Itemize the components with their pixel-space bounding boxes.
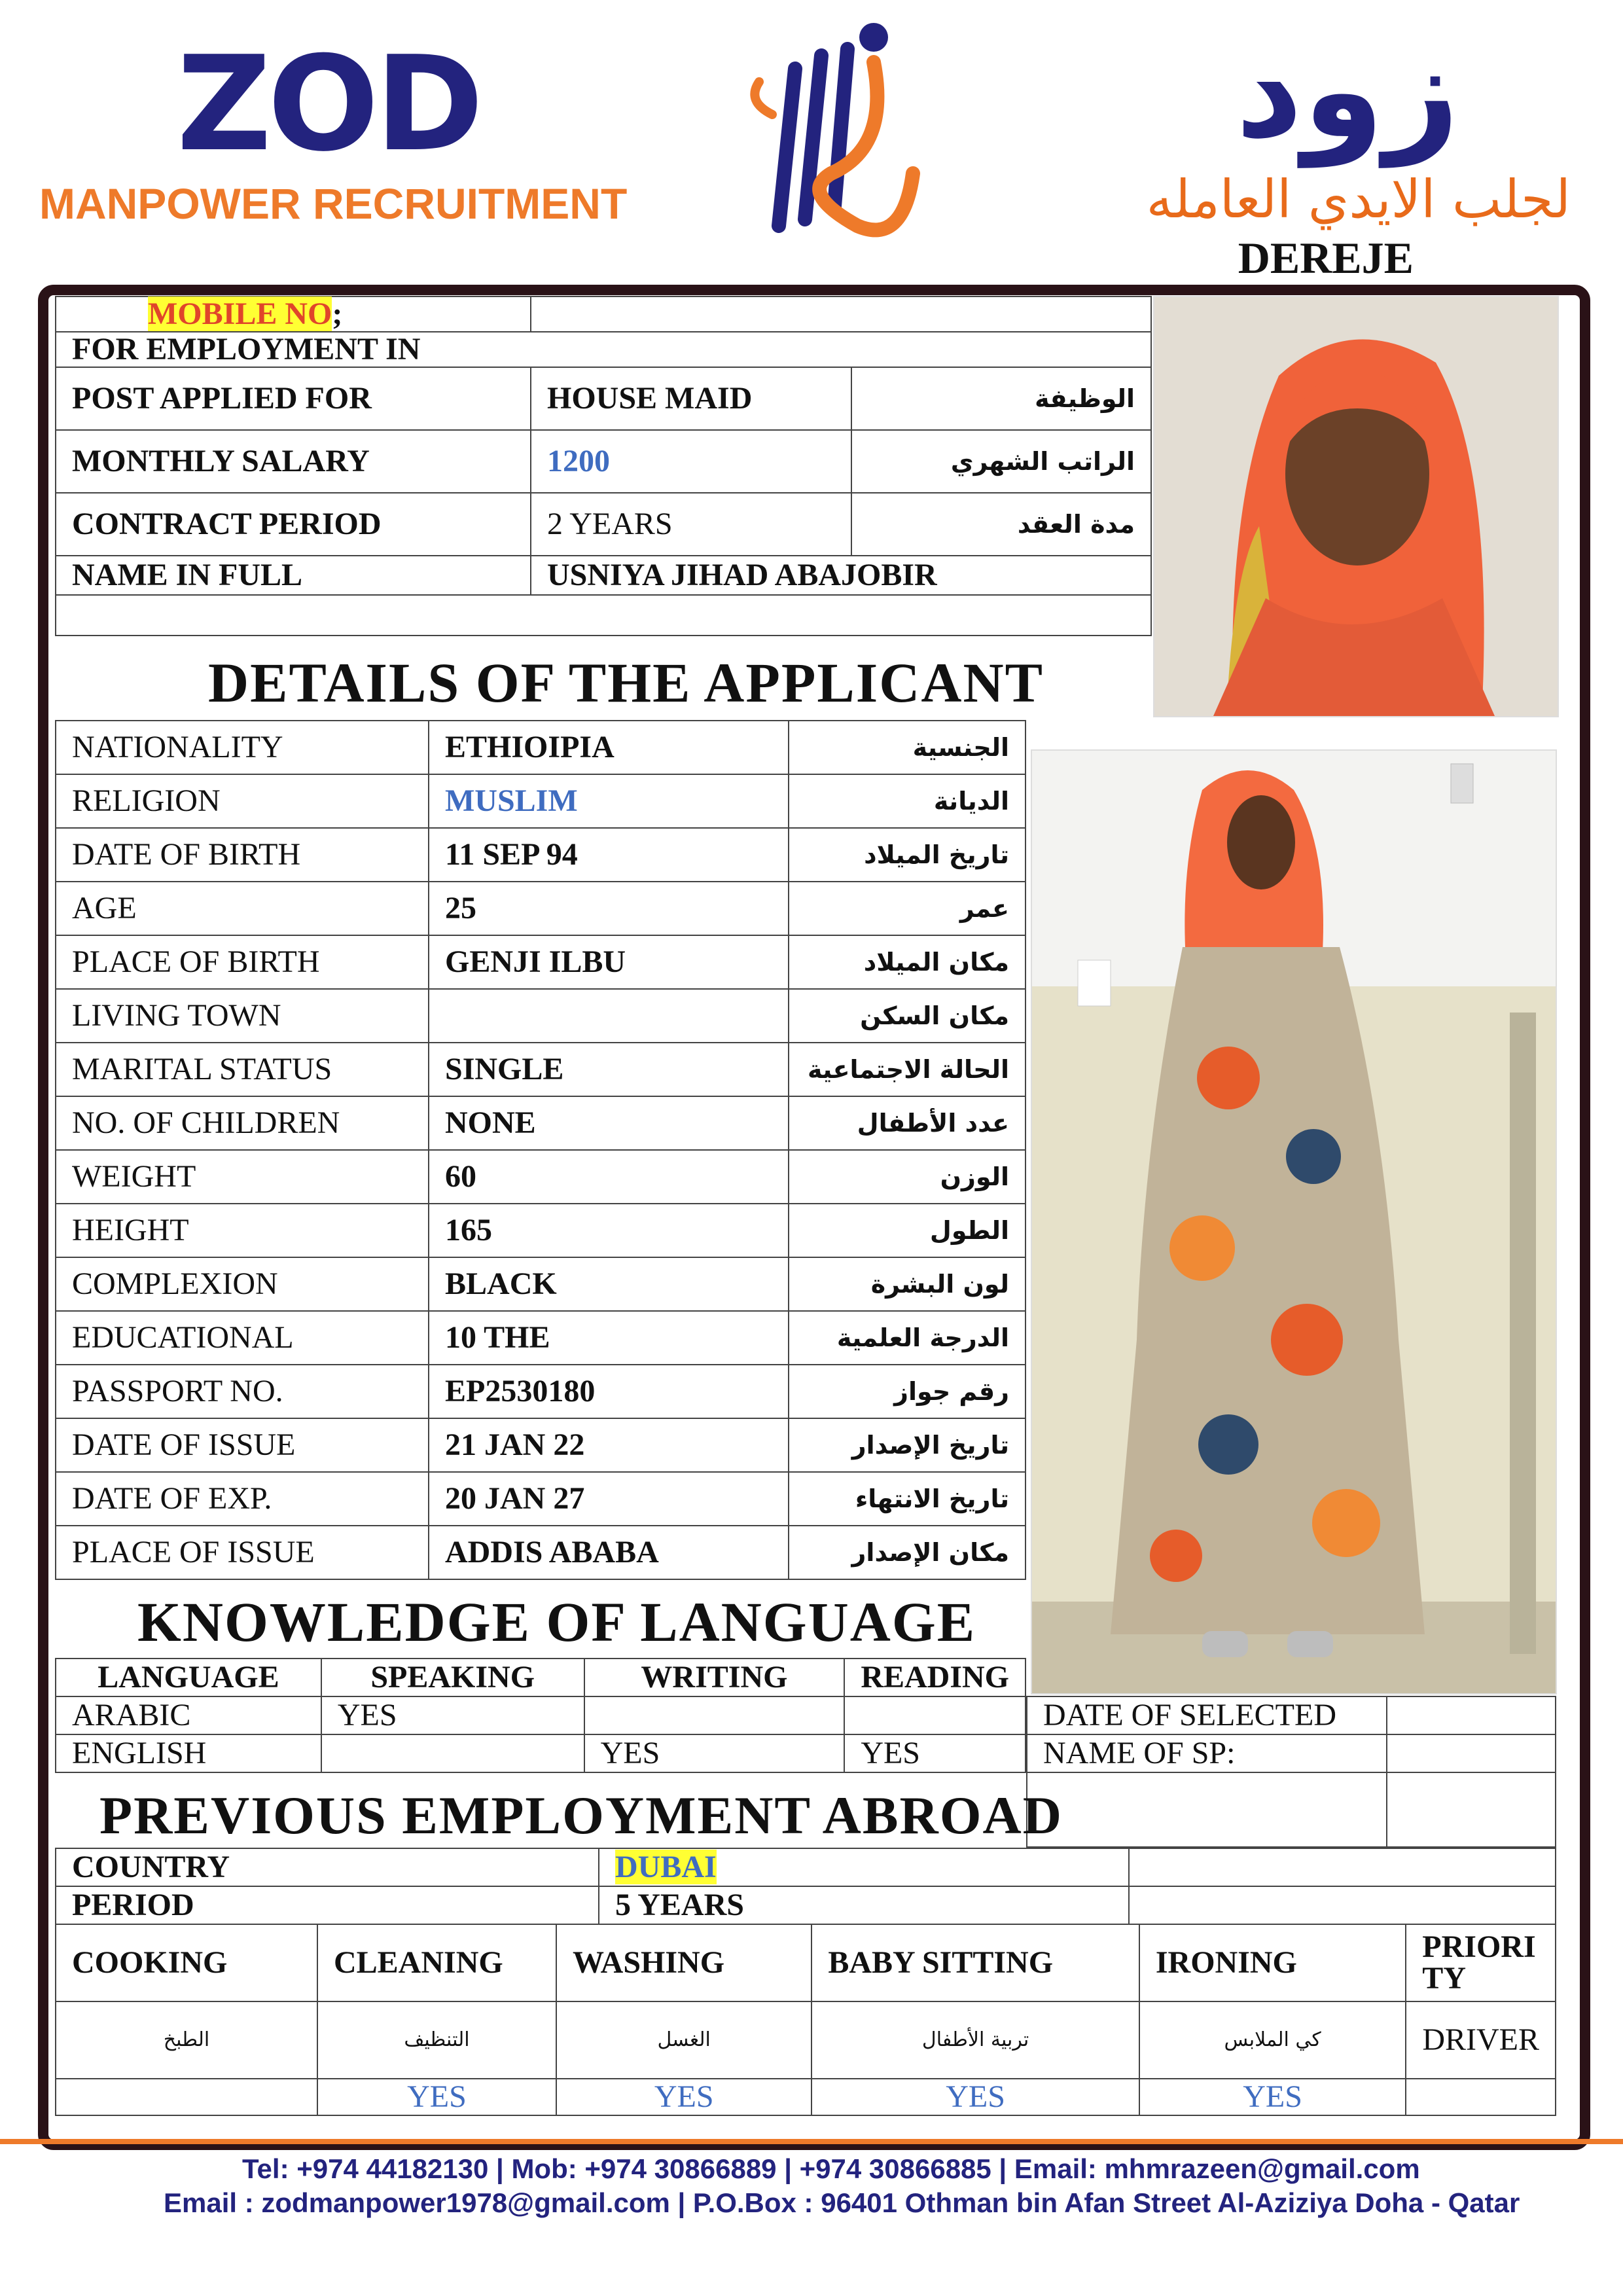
selection-table (1026, 1696, 1556, 1848)
skill-value-baby-sitting: YES (812, 2079, 1139, 2115)
speaking-header: SPEAKING (321, 1659, 584, 1696)
details-row (56, 1096, 1026, 1150)
name-value: USNIYA JIHAD ABAJOBIR (531, 556, 1151, 595)
applicant-full-photo (1031, 749, 1557, 1695)
brand-subtitle-arabic: لجلب الايدي العامله (1146, 169, 1571, 230)
writing-header: WRITING (584, 1659, 845, 1696)
detail-arabic-label: الحالة الاجتماعية (789, 1043, 1026, 1096)
skill-header-cooking: COOKING (56, 1924, 317, 2001)
details-row (56, 1257, 1026, 1311)
detail-arabic-label: الدرجة العلمية (789, 1311, 1026, 1365)
contract-arabic: مدة العقد (851, 493, 1151, 556)
language-table (55, 1658, 1026, 1773)
detail-arabic-label: مكان الميلاد (789, 935, 1026, 989)
detail-label: PASSPORT NO. (56, 1365, 429, 1418)
detail-arabic-label: مكان الإصدار (789, 1526, 1026, 1579)
details-row (56, 1043, 1026, 1096)
footer-contact-line-1: Tel: +974 44182130 | Mob: +974 30866889 | +974 30866885 | Email: mhmrazeen@gmail.com (242, 2153, 1420, 2184)
previous-employment-table (55, 1848, 1556, 1925)
detail-value: BLACK (429, 1257, 789, 1311)
details-row (56, 1311, 1026, 1365)
details-row (56, 1150, 1026, 1204)
brand-logo-text: ZOD (177, 28, 480, 181)
mobile-value (531, 296, 1151, 332)
detail-value: ADDIS ABABA (429, 1526, 789, 1579)
detail-value (429, 989, 789, 1043)
details-row (56, 1204, 1026, 1257)
contract-label: CONTRACT PERIOD (56, 493, 531, 556)
detail-arabic-label: الديانة (789, 774, 1026, 828)
detail-arabic-label: مكان السكن (789, 989, 1026, 1043)
mobile-cell (56, 296, 531, 332)
footer-divider (0, 2139, 1623, 2144)
detail-label: DATE OF ISSUE (56, 1418, 429, 1472)
date-selected-value (1387, 1696, 1556, 1734)
detail-arabic-label: الوزن (789, 1150, 1026, 1204)
writing-value (584, 1696, 845, 1734)
detail-value: 11 SEP 94 (429, 828, 789, 882)
skill-header-baby-sitting: BABY SITTING (812, 1924, 1139, 2001)
detail-label: EDUCATIONAL (56, 1311, 429, 1365)
brand-logo-arabic: زود (1235, 15, 1459, 168)
priority-value: DRIVER (1406, 2001, 1556, 2079)
writing-value: YES (584, 1734, 845, 1772)
detail-value: 10 THE (429, 1311, 789, 1365)
salary-arabic: الراتب الشهري (851, 430, 1151, 493)
detail-label: NATIONALITY (56, 721, 429, 774)
applicant-portrait-photo (1153, 296, 1559, 717)
language-name: ARABIC (56, 1696, 321, 1734)
detail-label: AGE (56, 882, 429, 935)
blank-row (56, 595, 1151, 636)
detail-label: PLACE OF ISSUE (56, 1526, 429, 1579)
skill-header-washing: WASHING (556, 1924, 812, 2001)
details-title: DETAILS OF THE APPLICANT (208, 651, 1044, 714)
reading-header: READING (844, 1659, 1026, 1696)
details-table (55, 720, 1026, 1580)
detail-arabic-label: تاريخ الإصدار (789, 1418, 1026, 1472)
detail-value: 25 (429, 882, 789, 935)
brand-subtitle: MANPOWER RECRUITMENT (39, 179, 628, 228)
skill-value-priority (1406, 2079, 1556, 2115)
details-row (56, 1472, 1026, 1526)
sp-name-label: NAME OF SP: (1027, 1734, 1387, 1772)
detail-label: LIVING TOWN (56, 989, 429, 1043)
mobile-suffix: ; (332, 296, 343, 331)
detail-arabic-label: رقم جواز (789, 1365, 1026, 1418)
period-label: PERIOD (56, 1886, 599, 1924)
skill-arabic-cooking: الطبخ (56, 2001, 317, 2079)
period-value: 5 YEARS (599, 1886, 1129, 1924)
agent-name: DEREJE (1238, 233, 1414, 283)
previous-employment-title: PREVIOUS EMPLOYMENT ABROAD (99, 1785, 1063, 1845)
detail-label: RELIGION (56, 774, 429, 828)
detail-value: MUSLIM (429, 774, 789, 828)
skill-header-cleaning: CLEANING (317, 1924, 556, 2001)
detail-label: WEIGHT (56, 1150, 429, 1204)
detail-value: GENJI ILBU (429, 935, 789, 989)
detail-label: DATE OF BIRTH (56, 828, 429, 882)
skill-value-cooking (56, 2079, 317, 2115)
country-value: DUBAI (615, 1850, 717, 1884)
detail-value: NONE (429, 1096, 789, 1150)
sp-name-value (1387, 1734, 1556, 1772)
name-label: NAME IN FULL (56, 556, 531, 595)
skills-table (55, 1924, 1556, 2116)
contract-value: 2 YEARS (531, 493, 851, 556)
footer-contact-line-2: Email : zodmanpower1978@gmail.com | P.O.Box : 96401 Othman bin Afan Street Al-Aziziya Doha - Qatar (164, 2187, 1520, 2218)
employment-table (55, 296, 1152, 636)
speaking-value (321, 1734, 584, 1772)
post-label: POST APPLIED FOR (56, 367, 531, 430)
blank-cell (1387, 1772, 1556, 1847)
date-selected-label: DATE OF SELECTED (1027, 1696, 1387, 1734)
skill-arabic-ironing: كي الملابس (1139, 2001, 1406, 2079)
detail-arabic-label: الجنسية (789, 721, 1026, 774)
salary-value: 1200 (531, 430, 851, 493)
details-row (56, 935, 1026, 989)
skill-header-ironing: IRONING (1139, 1924, 1406, 2001)
detail-arabic-label: عدد الأطفال (789, 1096, 1026, 1150)
details-row (56, 989, 1026, 1043)
mobile-label: MOBILE NO (148, 296, 332, 331)
speaking-value: YES (321, 1696, 584, 1734)
reading-value: YES (844, 1734, 1026, 1772)
blank-cell (1129, 1886, 1556, 1924)
blank-cell (1129, 1848, 1556, 1886)
detail-value: 20 JAN 27 (429, 1472, 789, 1526)
blank-cell (1027, 1772, 1387, 1847)
detail-label: NO. OF CHILDREN (56, 1096, 429, 1150)
language-title: KNOWLEDGE OF LANGUAGE (137, 1590, 976, 1653)
detail-value: EP2530180 (429, 1365, 789, 1418)
skill-value-cleaning: YES (317, 2079, 556, 2115)
detail-label: COMPLEXION (56, 1257, 429, 1311)
country-label: COUNTRY (56, 1848, 599, 1886)
detail-label: MARITAL STATUS (56, 1043, 429, 1096)
skill-arabic-baby-sitting: تربية الأطفال (812, 2001, 1139, 2079)
detail-arabic-label: الطول (789, 1204, 1026, 1257)
detail-arabic-label: تاريخ الانتهاء (789, 1472, 1026, 1526)
detail-value: ETHIOIPIA (429, 721, 789, 774)
details-row (56, 721, 1026, 774)
language-name: ENGLISH (56, 1734, 321, 1772)
detail-arabic-label: عمر (789, 882, 1026, 935)
skill-header-priority: PRIORI TY (1406, 1924, 1556, 2001)
reading-value (844, 1696, 1026, 1734)
detail-label: PLACE OF BIRTH (56, 935, 429, 989)
skill-arabic-cleaning: التنظيف (317, 2001, 556, 2079)
detail-label: HEIGHT (56, 1204, 429, 1257)
detail-value: 60 (429, 1150, 789, 1204)
detail-label: DATE OF EXP. (56, 1472, 429, 1526)
salary-label: MONTHLY SALARY (56, 430, 531, 493)
detail-value: 165 (429, 1204, 789, 1257)
skill-value-washing: YES (556, 2079, 812, 2115)
details-row (56, 1418, 1026, 1472)
post-value: HOUSE MAID (531, 367, 851, 430)
skill-arabic-washing: الغسل (556, 2001, 812, 2079)
brand-emblem-icon (733, 10, 929, 259)
details-row (56, 1526, 1026, 1579)
details-row (56, 774, 1026, 828)
detail-value: SINGLE (429, 1043, 789, 1096)
for-employment-label: FOR EMPLOYMENT IN (56, 332, 1151, 367)
details-row (56, 828, 1026, 882)
details-row (56, 882, 1026, 935)
post-arabic: الوظيفة (851, 367, 1151, 430)
detail-arabic-label: لون البشرة (789, 1257, 1026, 1311)
details-row (56, 1365, 1026, 1418)
language-header: LANGUAGE (56, 1659, 321, 1696)
skill-value-ironing: YES (1139, 2079, 1406, 2115)
detail-arabic-label: تاريخ الميلاد (789, 828, 1026, 882)
detail-value: 21 JAN 22 (429, 1418, 789, 1472)
